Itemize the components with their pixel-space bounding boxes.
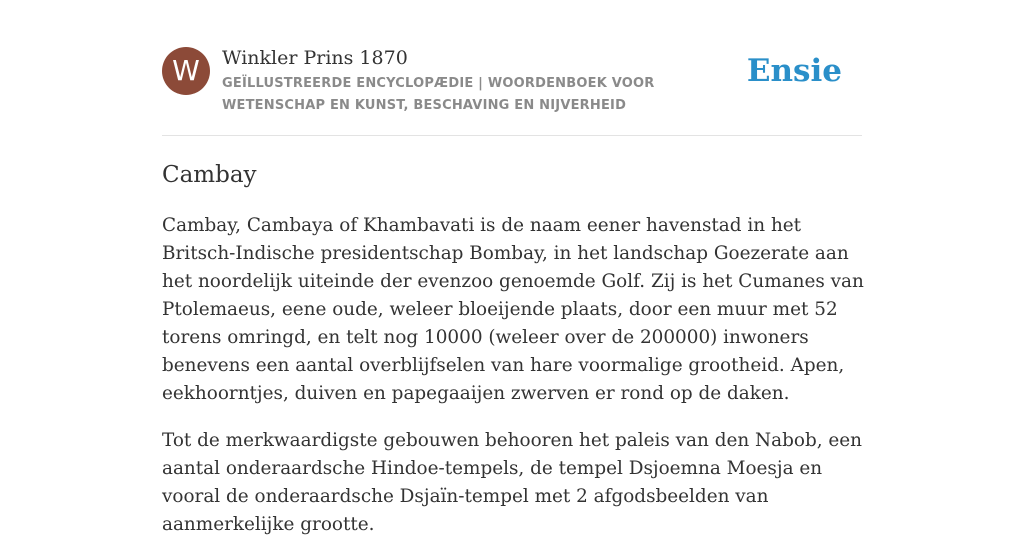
article-title: Cambay (162, 162, 257, 188)
source-subtitle: GEÏLLUSTREERDE ENCYCLOPÆDIE | WOORDENBOEK VOOR WETENSCHAP EN KUNST, BESCHAVING EN NIJVERHEID (222, 76, 655, 113)
article-paragraph: Tot de merkwaardigste gebouwen behooren het paleis van den Nabob, een aantal onderaardsche Hindoe-tempels, de tempel Dsjoemna Moesja en vooral de onderaardsche Dsjaïn-tempel met 2 afgodsbeelden van aanmerkelijke grootte. (162, 430, 863, 535)
source-title[interactable]: Winkler Prins 1870 (222, 47, 408, 69)
avatar[interactable]: W (162, 47, 210, 95)
source-header (162, 45, 862, 136)
ensie-logo[interactable]: Ensie (746, 53, 842, 89)
article-paragraph: Cambay, Cambaya of Khambavati is de naam eener havenstad in het Britsch-Indische presidentschap Bombay, in het landschap Goezerate aan het noordelijk uiteinde der evenzoo genoemde Golf. Zij is het Cumanes van Ptolemaeus, eene oude, weleer bloeijende plaats, door een muur met 52 torens omringd, en telt nog 10000 (weleer over de 200000) inwoners benevens een aantal overblijfselen van hare voormalige grootheid. Apen, eekhoorntjes, duiven en papegaaijen zwerven er rond op de daken. (162, 215, 864, 404)
article-body (162, 212, 864, 558)
